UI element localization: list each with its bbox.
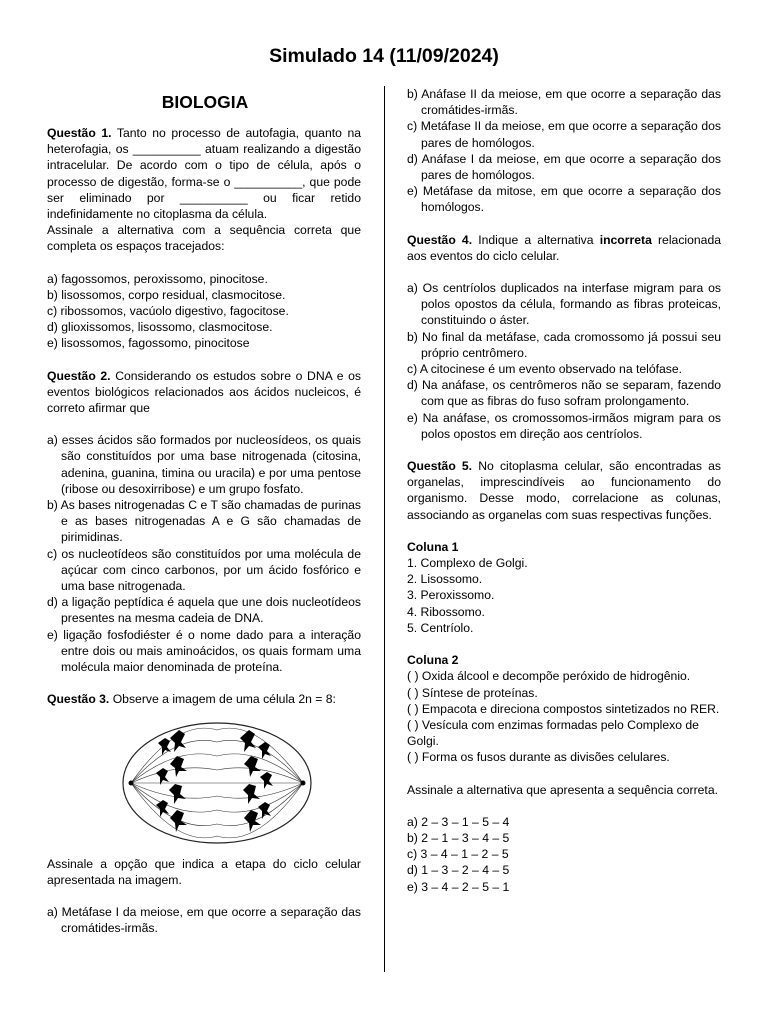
column-1-title: Coluna 1 [407, 539, 459, 554]
cell-division-diagram [117, 718, 317, 848]
question-5-text [407, 458, 721, 523]
right-pole [301, 780, 306, 785]
question-5-option: c) 3 – 4 – 1 – 2 – 5 [407, 847, 509, 862]
question-3-option: a) Metáfase I da meiose, em que ocorre a separação das cromátides-irmãs. [47, 904, 361, 936]
question-4-option: c) A citocinese é um evento observado na telófase. [407, 362, 683, 377]
question-4-option: b) No final da metáfase, cada cromossomo já possui seu próprio centrômero. [407, 329, 721, 360]
chromosomes-right [240, 730, 273, 832]
question-4-emphasis: incorreta [599, 232, 652, 247]
question-1-text [47, 125, 361, 222]
question-2-option: b) As bases nitrogenadas C e T são chamadas de purinas e as bases nitrogenadas A e G são chamadas de pirimidinas. [47, 498, 361, 545]
question-3-option: d) Anáfase I da meiose, em que ocorre a separação dos pares de homólogos. [407, 151, 721, 183]
question-5-option: a) 2 – 3 – 1 – 5 – 4 [407, 814, 510, 829]
spindle-fibers [131, 728, 303, 838]
chromosomes-left [156, 730, 187, 832]
question-3-body: Observe a imagem de uma célula 2n = 8: [112, 692, 336, 707]
question-4-option: a) Os centríolos duplicados na interfase migram para os polos opostos da célula, formando as fibras proteicas, constituindo o áster. [407, 281, 721, 328]
question-2-option: d) a ligação peptídica é aquela que une dois nucleotídeos presentes na mesma cadeia de DNA. [47, 595, 361, 626]
question-1-prompt: Assinale a alternativa com a sequência correta que completa os espaços tracejados: [47, 223, 361, 254]
question-5-option: e) 3 – 4 – 2 – 5 – 1 [407, 879, 510, 894]
question-1-option: b) lisossomos, corpo residual, clasmocitose. [47, 287, 286, 302]
question-5-option: d) 1 – 3 – 2 – 4 – 5 [407, 863, 510, 878]
question-5-body: No citoplasma celular, são encontradas as organelas, imprescindíveis ao funcionamento do organismo. Desse modo, correlacione as colunas, associando as organelas com suas respectivas funções. [407, 459, 722, 522]
question-4-label: Questão 4. [407, 232, 473, 247]
question-5-option: b) 2 – 1 – 3 – 4 – 5 [407, 830, 510, 845]
question-5-label: Questão 5. [407, 459, 473, 474]
question-1-option: c) ribossomos, vacúolo digestivo, fagocitose. [47, 304, 289, 319]
column-2-item: ( ) Forma os fusos durante as divisões celulares. [407, 750, 670, 765]
question-3-option: e) Metáfase da mitose, em que ocorre a separação dos homólogos. [407, 184, 721, 215]
right-column [407, 86, 721, 895]
question-4-option: e) Na anáfase, os cromossomos-irmãos migram para os polos opostos em direção aos centríolos. [407, 410, 721, 441]
question-4-body-before: Indique a alternativa [478, 232, 594, 247]
question-2-option: a) esses ácidos são formados por nucleosídeos, os quais são constituídos por uma base nitrogenada (citosina, adenina, guanina, timina ou uracila) e por uma pentose (ribose ou desoxirribose) e um grupo fosfato. [47, 433, 361, 496]
question-5-prompt: Assinale a alternativa que apresenta a sequência correta. [407, 782, 718, 797]
question-2-label: Questão 2. [47, 368, 111, 383]
subject-heading: BIOLOGIA [161, 92, 249, 112]
question-4-option: d) Na anáfase, os centrômeros não se separam, fazendo com que as fibras do fuso sofram prolongamento. [407, 378, 721, 409]
question-3-text [47, 691, 361, 707]
question-4-body-after: relacionada aos eventos do ciclo celular. [407, 232, 722, 263]
column-1-item: 1. Complexo de Golgi. [407, 556, 528, 571]
column-1-item: 2. Lisossomo. [407, 572, 483, 587]
column-2-item: ( ) Empacota e direciona compostos sintetizados no RER. [407, 701, 720, 716]
question-2-body: Considerando os estudos sobre o DNA e os eventos biológicos relacionados aos ácidos nucleicos, é correto afirmar que [47, 368, 362, 416]
column-divider [384, 86, 385, 972]
left-column [47, 90, 361, 936]
question-3-label: Questão 3. [47, 692, 110, 707]
column-1-item: 5. Centríolo. [407, 620, 474, 635]
question-1-option: a) fagossomos, peroxissomo, pinocitose. [47, 271, 268, 286]
column-2-item: ( ) Vesícula com enzimas formadas pelo Complexo de Golgi. [407, 717, 699, 749]
question-1-option: e) lisossomos, fagossomo, pinocitose [47, 336, 250, 351]
question-1-body: Tanto no processo de autofagia, quanto na heterofagia, os __________ atuam realizando a digestão intracelular. De acordo com o tipo de célula, após o processo de digestão, forma-se o __________, que pode ser eliminado por __________ ou ficar retido indefinidamente no citoplasma da célula. [47, 126, 362, 222]
question-3-prompt: Assinale a opção que indica a etapa do ciclo celular apresentada na imagem. [47, 856, 361, 887]
question-1-label: Questão 1. [47, 126, 112, 140]
question-3-option: c) Metáfase II da meiose, em que ocorre a separação dos pares de homólogos. [407, 119, 721, 150]
question-1-option: d) glioxissomos, lisossomo, clasmocitose. [47, 320, 273, 335]
question-4-text [407, 232, 721, 264]
question-2-text [47, 368, 361, 417]
question-2-option: e) ligação fosfodiéster é o nome dado para a interação entre dois ou mais aminoácidos, os quais formam uma molécula maior denominada de proteína. [47, 627, 361, 675]
left-pole [129, 780, 134, 785]
column-1-item: 3. Peroxissomo. [407, 588, 495, 603]
column-1-item: 4. Ribossomo. [407, 604, 485, 619]
page-title: Simulado 14 (11/09/2024) [269, 45, 499, 67]
column-2-item: ( ) Síntese de proteínas. [407, 685, 538, 700]
column-2-item: ( ) Oxida álcool e decompõe peróxido de hidrogênio. [407, 669, 691, 684]
question-2-option: c) os nucleotídeos são constituídos por uma molécula de açúcar com cinco carbonos, por um ácido fosfórico e uma base nitrogenada. [47, 546, 361, 594]
column-2-title: Coluna 2 [407, 653, 459, 668]
question-3-option: b) Anáfase II da meiose, em que ocorre a separação das cromátides-irmãs. [407, 87, 721, 118]
